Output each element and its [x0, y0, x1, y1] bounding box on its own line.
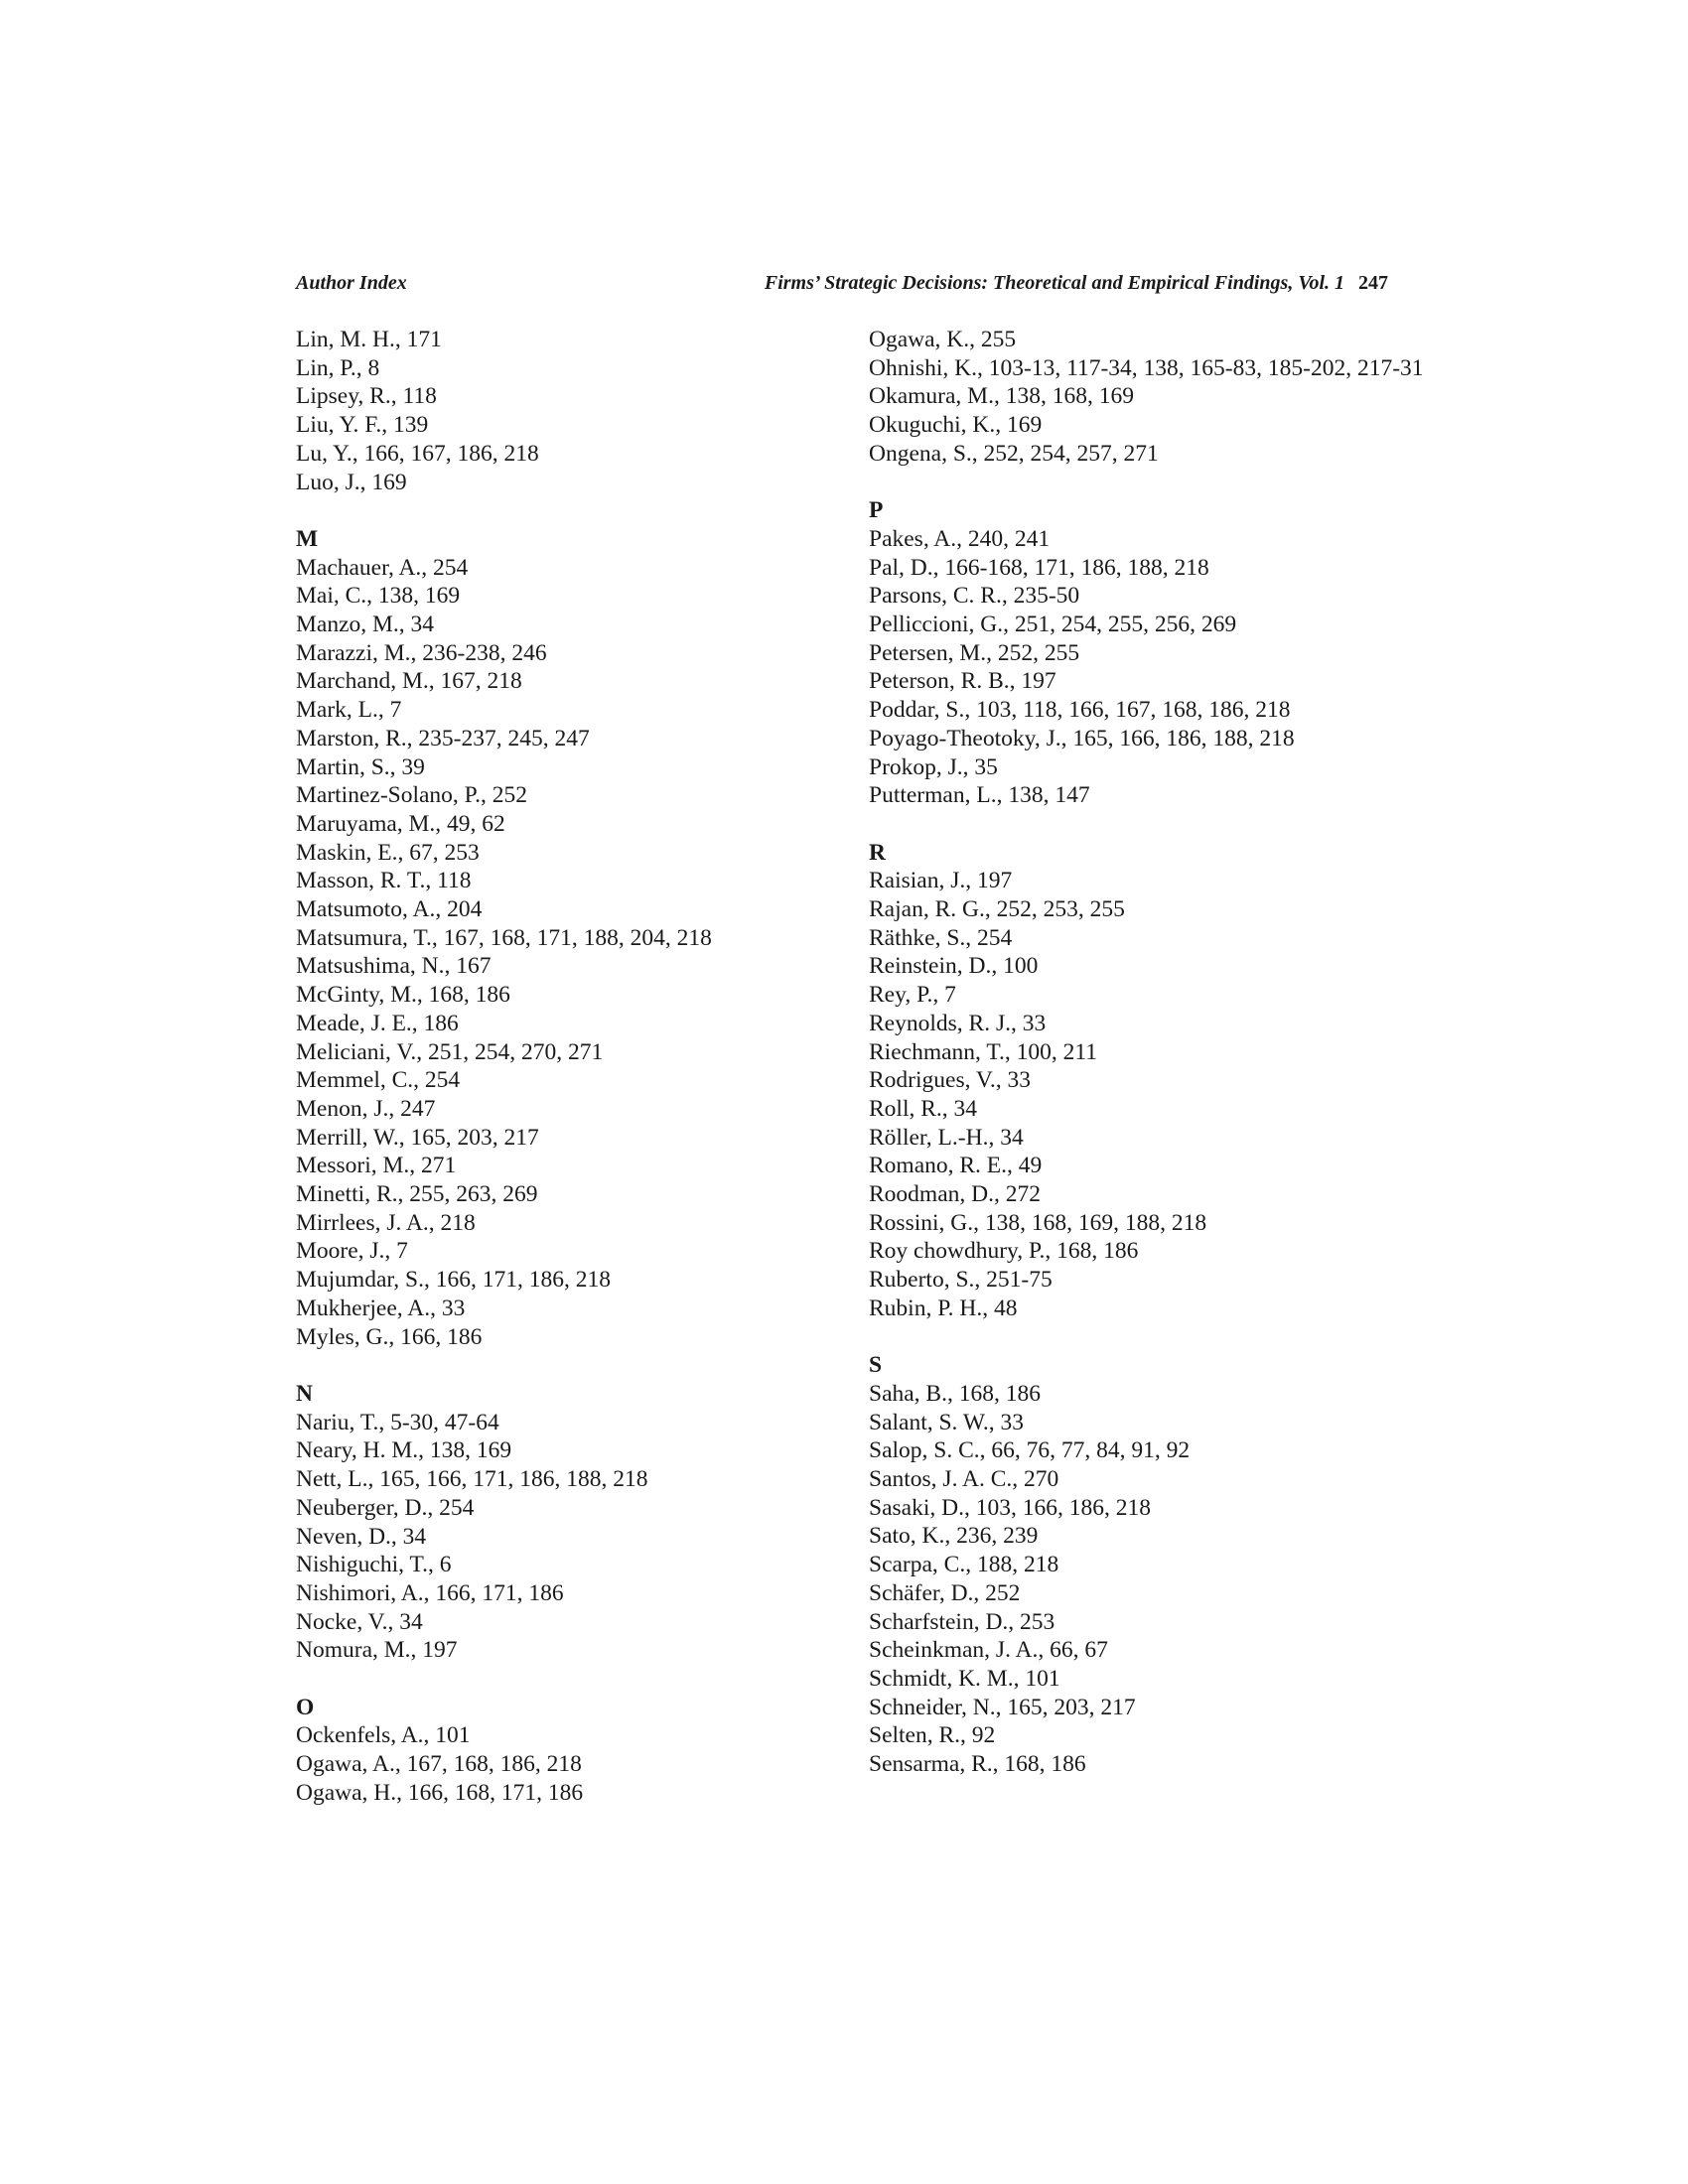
index-entry: Saha, B., 168, 186	[869, 1380, 1041, 1407]
index-entry: Lu, Y., 166, 167, 186, 218	[296, 440, 539, 467]
index-entry: Schäfer, D., 252	[869, 1579, 1021, 1606]
index-entry: Reynolds, R. J., 33	[869, 1010, 1047, 1036]
index-entry: Mai, C., 138, 169	[296, 583, 461, 610]
index-entry: Reinstein, D., 100	[869, 953, 1039, 980]
index-entry: Okuguchi, K., 169	[869, 412, 1043, 439]
index-entry: Meade, J. E., 186	[296, 1010, 459, 1036]
index-entry: Rajan, R. G., 252, 253, 255	[869, 896, 1125, 923]
index-entry: Poyago-Theotoky, J., 165, 166, 186, 188, 218	[869, 725, 1295, 751]
index-entry: Merrill, W., 165, 203, 217	[296, 1124, 539, 1151]
index-entry: Mirrlees, J. A., 218	[296, 1209, 476, 1236]
index-entry: Machauer, A., 254	[296, 554, 469, 581]
index-entry: Nishimori, A., 166, 171, 186	[296, 1579, 564, 1606]
index-entry: Mujumdar, S., 166, 171, 186, 218	[296, 1267, 611, 1294]
section-letter: P	[869, 497, 884, 524]
index-entry: Lin, P., 8	[296, 354, 380, 381]
index-entry: Ohnishi, K., 103-13, 117-34, 138, 165-83, 185-202, 217-31	[869, 354, 1424, 381]
index-entry: Roll, R., 34	[869, 1095, 978, 1122]
index-entry: Ockenfels, A., 101	[296, 1722, 471, 1749]
running-header-section: Author Index	[296, 272, 407, 294]
section-letter: O	[296, 1694, 315, 1720]
section-letter: M	[296, 525, 319, 552]
index-entry: Sasaki, D., 103, 166, 186, 218	[869, 1494, 1151, 1521]
book-title: Firms’ Strategic Decisions: Theoretical and Empirical Findings, Vol. 1	[764, 272, 1344, 294]
section-letter: N	[296, 1380, 313, 1407]
index-entry: Minetti, R., 255, 263, 269	[296, 1181, 538, 1208]
index-entry: Räthke, S., 254	[869, 924, 1013, 951]
index-entry: Petersen, M., 252, 255	[869, 639, 1080, 666]
index-entry: Roodman, D., 272	[869, 1181, 1041, 1208]
index-column-right	[869, 326, 1425, 1779]
index-entry: Santos, J. A. C., 270	[869, 1466, 1059, 1493]
index-entry: Peterson, R. B., 197	[869, 668, 1056, 695]
index-entry: Moore, J., 7	[296, 1238, 408, 1265]
index-entry: Poddar, S., 103, 118, 166, 167, 168, 186, 218	[869, 697, 1291, 724]
index-entry: Matsumoto, A., 204	[296, 896, 483, 923]
index-entry: Schmidt, K. M., 101	[869, 1666, 1060, 1692]
index-entry: Rey, P., 7	[869, 982, 956, 1009]
index-entry: Raisian, J., 197	[869, 868, 1013, 894]
index-entry: Messori, M., 271	[296, 1153, 457, 1179]
index-entry: Matsushima, N., 167	[296, 953, 492, 980]
index-entry: Mark, L., 7	[296, 697, 402, 724]
index-entry: Rossini, G., 138, 168, 169, 188, 218	[869, 1209, 1207, 1236]
index-entry: Manzo, M., 34	[296, 612, 435, 638]
index-entry: Rodrigues, V., 33	[869, 1067, 1031, 1094]
index-entry: Okamura, M., 138, 168, 169	[869, 383, 1134, 410]
index-entry: McGinty, M., 168, 186	[296, 982, 510, 1009]
index-entry: Scheinkman, J. A., 66, 67	[869, 1637, 1108, 1664]
index-entry: Parsons, C. R., 235-50	[869, 583, 1080, 610]
index-entry: Menon, J., 247	[296, 1095, 436, 1122]
index-entry: Pelliccioni, G., 251, 254, 255, 256, 269	[869, 612, 1237, 638]
index-entry: Ruberto, S., 251-75	[869, 1267, 1053, 1294]
index-entry: Marchand, M., 167, 218	[296, 668, 522, 695]
index-entry: Salant, S. W., 33	[869, 1409, 1025, 1435]
index-entry: Luo, J., 169	[296, 469, 407, 495]
index-entry: Neven, D., 34	[296, 1523, 427, 1550]
index-entry: Ogawa, K., 255	[869, 327, 1017, 352]
index-entry: Riechmann, T., 100, 211	[869, 1038, 1097, 1065]
index-entry: Lin, M. H., 171	[296, 327, 442, 352]
index-entry: Nariu, T., 5-30, 47-64	[296, 1409, 499, 1435]
index-entry: Memmel, C., 254	[296, 1067, 461, 1094]
index-entry: Nett, L., 165, 166, 171, 186, 188, 218	[296, 1466, 648, 1493]
index-entry: Maruyama, M., 49, 62	[296, 810, 505, 837]
index-entry: Nomura, M., 197	[296, 1637, 458, 1664]
index-entry: Selten, R., 92	[869, 1722, 996, 1749]
index-entry: Sensarma, R., 168, 186	[869, 1751, 1086, 1778]
index-entry: Martin, S., 39	[296, 753, 425, 780]
index-entry: Myles, G., 166, 186	[296, 1323, 483, 1350]
index-entry: Nishiguchi, T., 6	[296, 1552, 452, 1578]
index-entry: Pakes, A., 240, 241	[869, 525, 1051, 552]
index-entry: Romano, R. E., 49	[869, 1153, 1043, 1179]
index-entry: Prokop, J., 35	[869, 753, 998, 780]
index-entry: Neary, H. M., 138, 169	[296, 1437, 512, 1464]
index-entry: Ongena, S., 252, 254, 257, 271	[869, 440, 1159, 467]
index-entry: Marazzi, M., 236-238, 246	[296, 639, 547, 666]
index-entry: Martinez-Solano, P., 252	[296, 782, 528, 809]
index-entry: Marston, R., 235-237, 245, 247	[296, 725, 590, 751]
running-header-title	[693, 272, 1388, 295]
index-entry: Mukherjee, A., 33	[296, 1295, 466, 1321]
index-entry: Scharfstein, D., 253	[869, 1608, 1055, 1635]
index-entry: Salop, S. C., 66, 76, 77, 84, 91, 92	[869, 1437, 1191, 1464]
index-entry: Röller, L.-H., 34	[869, 1124, 1024, 1151]
index-entry: Roy chowdhury, P., 168, 186	[869, 1238, 1139, 1265]
index-entry: Meliciani, V., 251, 254, 270, 271	[296, 1038, 604, 1065]
index-entry: Maskin, E., 67, 253	[296, 839, 480, 866]
index-entry: Putterman, L., 138, 147	[869, 782, 1090, 809]
index-entry: Matsumura, T., 167, 168, 171, 188, 204, 218	[296, 924, 712, 951]
index-entry: Ogawa, A., 167, 168, 186, 218	[296, 1751, 582, 1778]
index-entry: Masson, R. T., 118	[296, 868, 472, 894]
index-entry: Nocke, V., 34	[296, 1608, 423, 1635]
index-entry: Pal, D., 166-168, 171, 186, 188, 218	[869, 554, 1209, 581]
section-letter: R	[869, 839, 886, 866]
index-entry: Schneider, N., 165, 203, 217	[869, 1694, 1136, 1720]
index-entry: Scarpa, C., 188, 218	[869, 1552, 1059, 1578]
index-entry: Sato, K., 236, 239	[869, 1523, 1039, 1550]
index-entry: Ogawa, H., 166, 168, 171, 186	[296, 1779, 584, 1806]
index-entry: Liu, Y. F., 139	[296, 412, 429, 439]
section-letter: S	[869, 1352, 883, 1379]
index-entry: Rubin, P. H., 48	[869, 1295, 1018, 1321]
index-entry: Lipsey, R., 118	[296, 383, 437, 410]
index-entry: Neuberger, D., 254	[296, 1494, 475, 1521]
index-column-left	[296, 326, 852, 1808]
page-number: 247	[1358, 272, 1388, 294]
